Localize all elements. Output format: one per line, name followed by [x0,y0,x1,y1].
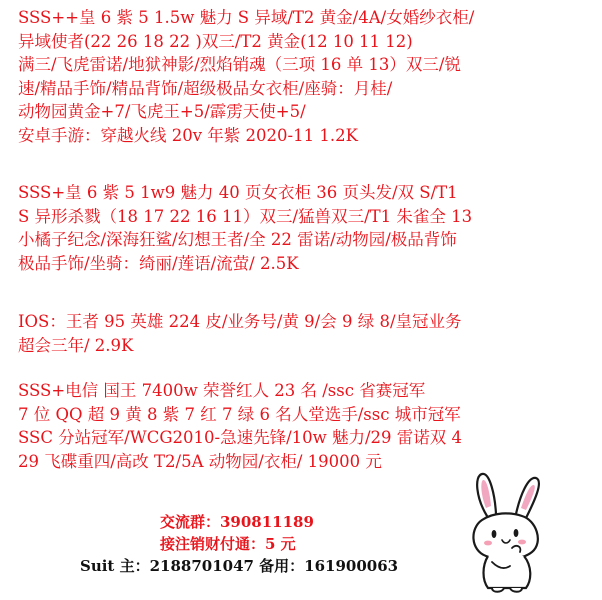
listing-line: 动物园黄金+7/飞虎王+5/霹雳天使+5/ [18,102,306,121]
listing-block [18,379,588,473]
listing-line: SSS++皇 6 紫 5 1.5w 魅力 S 异域/T2 黄金/4A/女婚纱衣柜/ [18,8,475,27]
listing-line: 7 位 QQ 超 9 黄 8 紫 7 红 7 绿 6 名人堂选手/ssc 城市冠军 [18,404,461,424]
listing-block [18,310,588,357]
listing-line: 速/精品手饰/精品背饰/超级极品女衣柜/座骑：月桂/ [18,78,393,98]
listing-line: SSS+皇 6 紫 5 1w9 魅力 40 页女衣柜 36 页头发/双 S/T1 [18,183,458,202]
listing-block [18,6,588,147]
cancellation-fee-text: 接注销财付通：5 元 [160,535,296,553]
listing-line: 小橘子纪念/深海狂鲨/幻想王者/全 22 雷诺/动物园/极品背饰 [18,230,457,249]
qq-group-text: 交流群：390811189 [160,513,314,531]
listing-line: SSC 分站冠军/WCG2010-急速先锋/10w 魅力/29 雷诺双 4 [18,428,463,447]
contact-block [0,511,430,577]
listing-line: IOS：王者 95 英雄 224 皮/业务号/黄 9/会 9 绿 8/皇冠业务 [18,312,462,331]
suit-contact-text: Suit 主：2188701047 备用：161900063 [80,557,399,575]
listing-block [18,181,588,275]
listing-line: S 异形杀戮（18 17 22 16 11）双三/猛兽双三/T1 朱雀全 13 [18,206,473,226]
listing-price-line: 极品手饰/坐骑：绮丽/莲语/流萤/ 2.5K [18,253,299,273]
listing-price-line: 安卓手游：穿越火线 20v 年紫 2020-11 1.2K [18,125,358,145]
listing-line: 异域使者(22 26 18 22 )双三/T2 黄金(12 10 11 12) [18,31,413,51]
listing-price-line: 超会三年/ 2.9K [18,335,134,355]
rabbit-mascot-icon [462,470,557,595]
listing-line: SSS+电信 国王 7400w 荣誉红人 23 名 /ssc 省赛冠军 [18,381,426,400]
listing-line: 满三/飞虎雷诺/地狱神影/烈焰销魂（三项 16 单 13）双三/锐 [18,55,461,74]
listing-price-line: 29 飞碟重四/高改 T2/5A 动物园/衣柜/ 19000 元 [18,451,382,471]
